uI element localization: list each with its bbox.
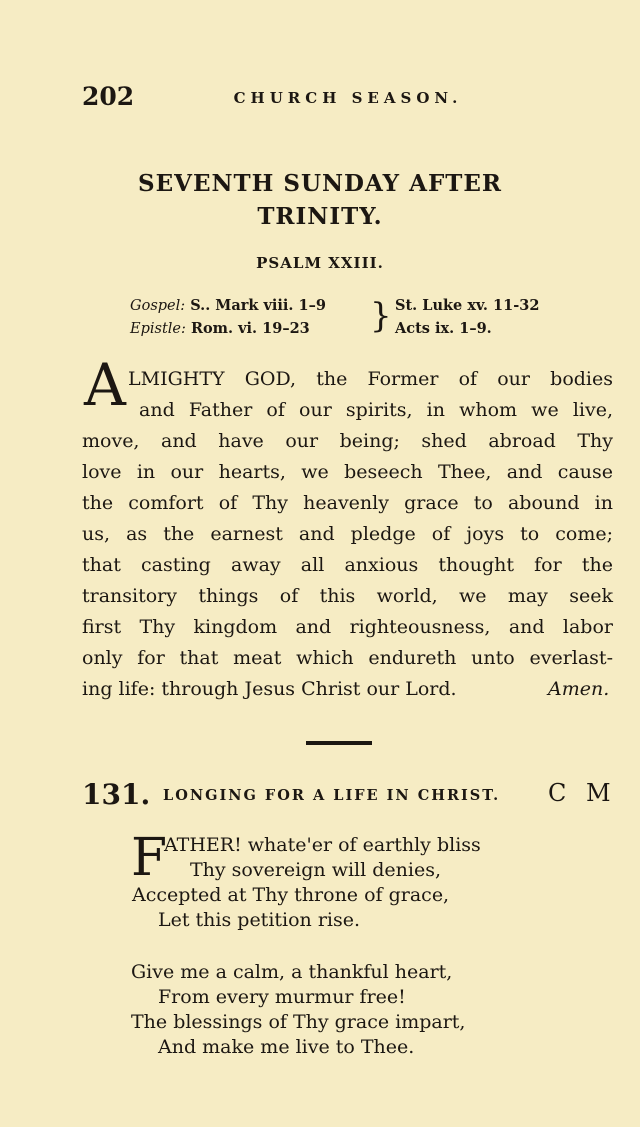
hymn-line: Thy sovereign will denies, (190, 859, 441, 881)
collect-line: love in our hearts, we beseech Thee, and cause (82, 461, 613, 483)
epistle-ref: Rom. vi. 19–23 (190, 320, 310, 337)
gospel-label: Gospel: (130, 298, 186, 314)
collect-line: transitory things of this world, we may seek (82, 585, 613, 607)
collect-line: ing life: through Jesus Christ our Lord. (82, 678, 457, 700)
gospel-ref: S.. Mark viii. 1–9 (190, 297, 326, 314)
brace-symbol: } (370, 296, 392, 336)
section-title: SEVENTH SUNDAY AFTER (137, 170, 503, 197)
hymn-line: Accepted at Thy throne of grace, (132, 884, 450, 906)
hymn-line: From every murmur free! (158, 986, 406, 1008)
collect-line: us, as the earnest and pledge of joys to come; (82, 523, 613, 545)
epistle-label: Epistle: (130, 321, 186, 337)
gospel-alt-reference: St. Luke xv. 11-32 (395, 297, 540, 314)
collect-amen: Amen. (548, 678, 610, 700)
collect-line: the comfort of Thy heavenly grace to abound in (82, 492, 613, 514)
hymn-meter: C M (548, 779, 617, 807)
hymn-line: Let this petition rise. (158, 909, 361, 931)
hymn-line: And make me live to Thee. (158, 1036, 415, 1058)
hymn-number: 131. (82, 778, 151, 811)
section-title-continued: TRINITY. (257, 203, 383, 230)
collect-line: move, and have our being; shed abroad Thy (82, 430, 613, 452)
hymn-line: Give me a calm, a thankful heart, (131, 961, 453, 983)
collect-line: first Thy kingdom and righteousness, and labor (82, 616, 613, 638)
section-divider (306, 741, 372, 745)
epistle-alt-reference: Acts ix. 1–9. (395, 320, 492, 337)
hymn-line: The blessings of Thy grace impart, (131, 1011, 466, 1033)
collect-line: that casting away all anxious thought for the (82, 554, 613, 576)
collect-line: LMIGHTY GOD, the Former of our bodies (128, 368, 613, 390)
hymn-drop-cap: F (131, 828, 168, 888)
collect-line: and Father of our spirits, in whom we live, (139, 399, 613, 421)
page-number: 202 (82, 82, 135, 111)
hymn-line: ATHER! whate'er of earthly bliss (164, 834, 481, 856)
collect-drop-cap: A (84, 351, 126, 419)
epistle-reference (130, 320, 310, 337)
hymn-title: LONGING FOR A LIFE IN CHRIST. (163, 787, 501, 804)
running-head: CHURCH SEASON. (233, 89, 463, 107)
collect-line: only for that meat which endureth unto everlast- (82, 647, 613, 669)
psalm-reference: PSALM XXIII. (256, 254, 384, 272)
gospel-reference (130, 297, 326, 314)
